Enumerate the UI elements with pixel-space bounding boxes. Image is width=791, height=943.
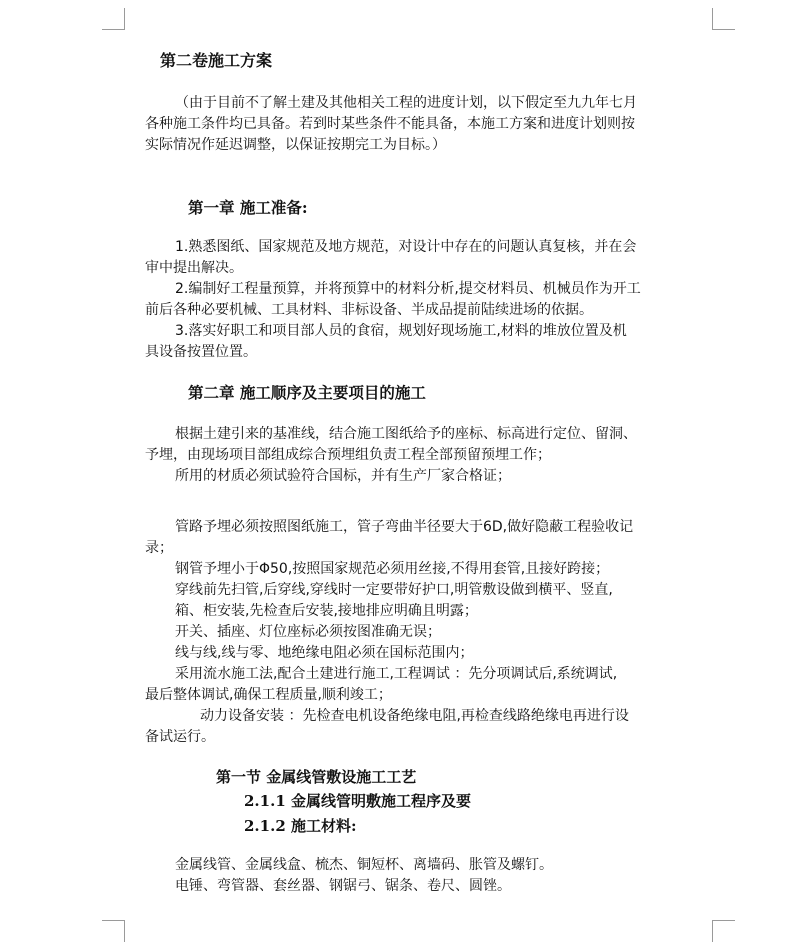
corner-mark-top-left-vertical xyxy=(124,8,125,30)
corner-mark-bottom-right-vertical xyxy=(712,920,713,942)
corner-mark-bottom-left-vertical xyxy=(124,920,125,942)
chapter2-line: 钢管予埋小于Φ50,按照国家规范必须用丝接,不得用套管,且接好跨接； xyxy=(175,561,610,577)
chapter2-line: 管路予埋必须按照图纸施工，管子弯曲半径要大于6D,做好隐蔽工程验收记 xyxy=(175,519,634,535)
chapter1-line: 1.熟悉图纸、国家规范及地方规范，对设计中存在的问题认真复核，并在会 xyxy=(175,239,637,255)
chapter2-line: 备试运行。 xyxy=(145,729,215,745)
intro-line: 各种施工条件均已具备。若到时某些条件不能具备，本施工方案和进度计划则按 xyxy=(145,116,635,132)
subsection-2-1-2-heading: 2.1.2 施工材料: xyxy=(244,817,357,835)
chapter2-heading: 第二章 施工顺序及主要项目的施工 xyxy=(188,383,426,402)
chapter2-line: 录； xyxy=(145,540,173,556)
chapter2-line: 线与线,线与零、地绝缘电阻必须在国标范围内； xyxy=(175,645,474,661)
corner-mark-top-left-horizontal xyxy=(102,29,124,30)
corner-mark-bottom-left-horizontal xyxy=(102,920,124,921)
chapter2-line: 箱、柜安装,先检查后安装,接地排应明确且明露； xyxy=(175,603,478,619)
chapter2-line: 开关、插座、灯位座标必须按图准确无误； xyxy=(175,624,441,640)
chapter1-heading: 第一章 施工准备: xyxy=(188,198,308,217)
chapter1-line: 3.落实好职工和项目部人员的食宿，规划好现场施工,材料的堆放位置及机 xyxy=(175,323,627,339)
chapter1-line: 前后各种必要机械、工具材料、非标设备、半成品提前陆续进场的依据。 xyxy=(145,302,593,318)
section1-heading: 第一节 金属线管敷设施工工艺 xyxy=(216,768,417,786)
corner-mark-top-right-horizontal xyxy=(713,29,735,30)
chapter2-line: 最后整体调试,确保工程质量,顺利竣工； xyxy=(145,687,392,703)
chapter1-line: 审中提出解决。 xyxy=(145,260,243,276)
chapter2-line: 采用流水施工法,配合土建进行施工,工程调试 ：先分项调试后,系统调试, xyxy=(175,666,618,682)
materials-line: 电锤、弯管器、套丝器、钢锯弓、锯条、卷尺、圆锉。 xyxy=(175,878,511,894)
page-title: 第二卷施工方案 xyxy=(160,51,273,70)
subsection-2-1-1-heading: 2.1.1 金属线管明敷施工程序及要 xyxy=(244,792,471,810)
intro-line: （由于目前不了解土建及其他相关工程的进度计划，以下假定至九九年七月 xyxy=(175,95,637,111)
intro-line: 实际情况作延迟调整，以保证按期完工为目标。） xyxy=(145,137,446,153)
chapter2-line: 所用的材质必须试验符合国标，并有生产厂家合格证； xyxy=(175,468,511,484)
chapter2-line: 根据土建引来的基准线，结合施工图纸给予的座标、标高进行定位、留洞、 xyxy=(175,426,637,442)
chapter1-line: 具设备按置位置。 xyxy=(145,344,257,360)
corner-mark-top-right-vertical xyxy=(712,8,713,30)
chapter2-line: 穿线前先扫管,后穿线,穿线时一定要带好护口,明管敷设做到横平、竖直, xyxy=(175,582,613,598)
corner-mark-bottom-right-horizontal xyxy=(713,920,735,921)
chapter2-line: 予埋，由现场项目部组成综合预埋组负责工程全部预留预埋工作； xyxy=(145,447,551,463)
materials-line: 金属线管、金属线盒、梳杰、铜短杯、离墙码、胀管及螺钉。 xyxy=(175,857,553,873)
chapter1-line: 2.编制好工程量预算，并将预算中的材料分析,提交材料员、机械员作为开工 xyxy=(175,281,641,297)
chapter2-line: 动力设备安装 ：先检查电机设备绝缘电阻,再检查线路绝缘电再进行设 xyxy=(200,708,629,724)
